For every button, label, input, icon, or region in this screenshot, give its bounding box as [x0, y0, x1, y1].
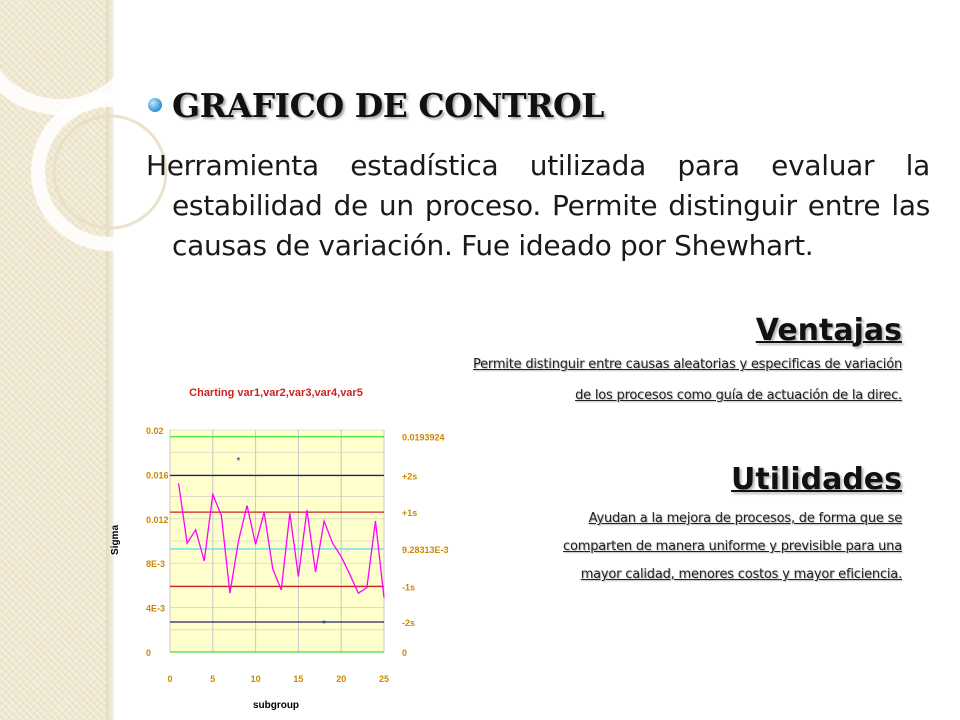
- y-tick-label: 4E-3: [146, 603, 166, 614]
- right-tick-label: 9.28313E-3: [402, 544, 449, 555]
- y-tick-label: 0.016: [146, 470, 169, 481]
- utilidades-line-3: mayor calidad, menores costos y mayor eficiencia.: [580, 567, 902, 582]
- y-tick-label: 0: [146, 648, 152, 658]
- x-tick-label: 20: [336, 674, 347, 684]
- bullet-icon: [148, 98, 162, 112]
- out-of-control-marker: *: [236, 455, 241, 467]
- y-tick-label: 0.02: [146, 426, 164, 436]
- x-tick-label: 15: [293, 674, 304, 684]
- utilidades-line-1: Ayudan a la mejora de procesos, de forma que se: [588, 511, 902, 526]
- right-tick-label: 0.0193924: [402, 432, 445, 443]
- x-axis-label: subgroup: [252, 700, 300, 711]
- slide-title: GRAFICO DE CONTROL: [172, 86, 604, 125]
- x-tick-label: 10: [250, 674, 261, 684]
- x-tick-label: 5: [210, 674, 216, 684]
- right-tick-label: 0: [402, 648, 408, 658]
- right-tick-label: +1s: [402, 508, 418, 519]
- right-tick-label: -2s: [402, 618, 416, 629]
- control-chart: [104, 378, 474, 714]
- slide-body: Herramienta estadística utilizada para evaluar la estabilidad de un proceso. Permite distinguir entre las causas de variación. Fue ideado por Shewhart.: [146, 149, 930, 262]
- x-tick-label: 0: [167, 674, 173, 684]
- utilidades-line-2: comparten de manera uniforme y previsible para una: [563, 539, 902, 554]
- ventajas-heading: Ventajas: [755, 313, 902, 348]
- right-tick-label: -1s: [402, 582, 416, 593]
- chart-title: Charting var1,var2,var3,var4,var5: [189, 387, 363, 399]
- x-tick-label: 25: [378, 674, 390, 684]
- ventajas-line-1: Permite distinguir entre causas aleatorias y especificas de variación: [472, 357, 902, 372]
- y-axis-label: Sigma: [110, 524, 121, 556]
- y-tick-label: 8E-3: [146, 559, 166, 570]
- y-tick-label: 0.012: [146, 514, 169, 525]
- ventajas-line-2: de los procesos como guía de actuación de la direc.: [575, 388, 902, 403]
- utilidades-heading: Utilidades: [731, 462, 902, 497]
- out-of-control-marker: *: [322, 619, 327, 631]
- right-tick-label: +2s: [402, 471, 418, 482]
